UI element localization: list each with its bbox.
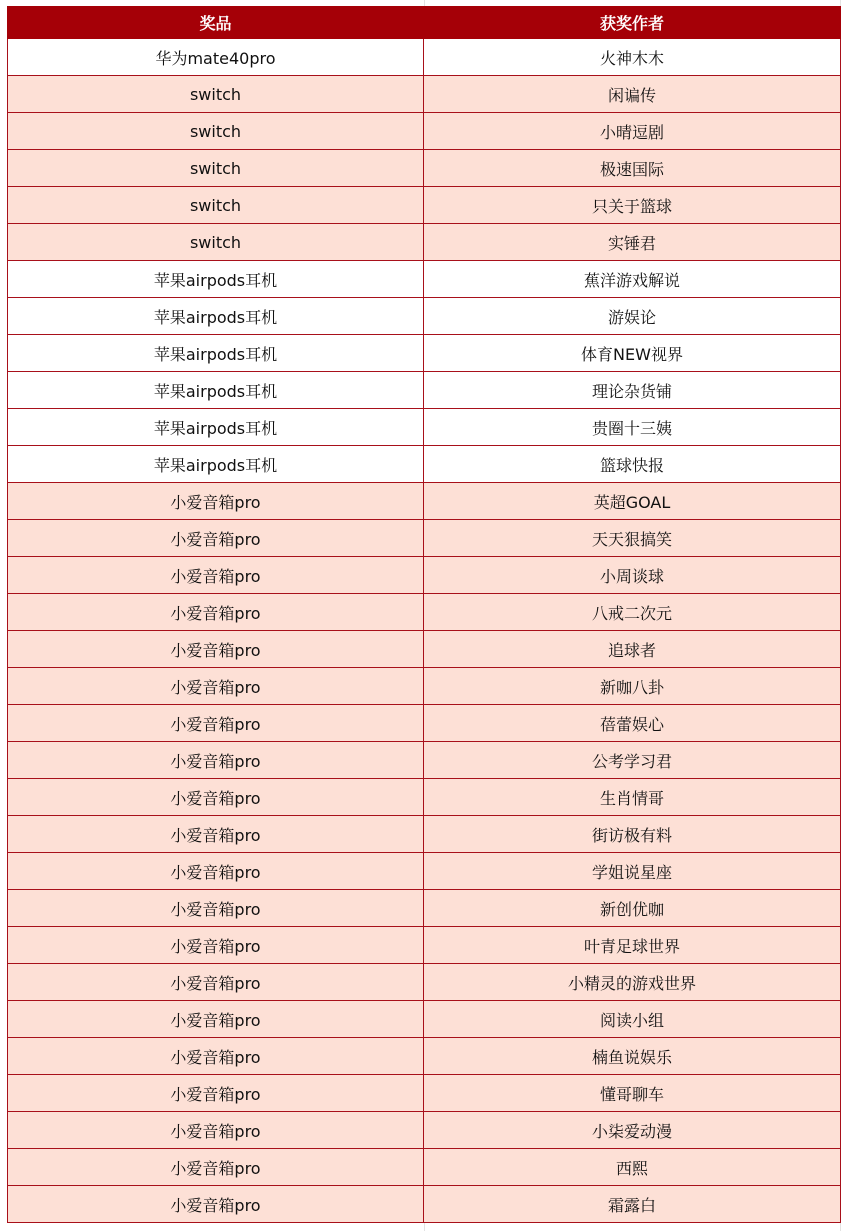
cell-prize[interactable]: 小爱音箱pro	[8, 1149, 424, 1186]
header-prize[interactable]: 奖品	[8, 7, 424, 39]
table-row	[8, 816, 841, 853]
cell-author[interactable]: 极速国际	[424, 150, 841, 187]
table-row	[8, 964, 841, 1001]
cell-prize[interactable]: 小爱音箱pro	[8, 853, 424, 890]
prize-winners-table	[7, 6, 841, 1223]
table-row	[8, 409, 841, 446]
table-row	[8, 446, 841, 483]
cell-prize[interactable]: 小爱音箱pro	[8, 779, 424, 816]
cell-author[interactable]: 只关于篮球	[424, 187, 841, 224]
table-row	[8, 150, 841, 187]
table-row	[8, 372, 841, 409]
table-row	[8, 705, 841, 742]
cell-author[interactable]: 新创优咖	[424, 890, 841, 927]
cell-prize[interactable]: 小爱音箱pro	[8, 816, 424, 853]
cell-prize[interactable]: 苹果airpods耳机	[8, 335, 424, 372]
cell-prize[interactable]: 小爱音箱pro	[8, 1001, 424, 1038]
cell-prize[interactable]: 苹果airpods耳机	[8, 446, 424, 483]
table-row	[8, 557, 841, 594]
cell-prize[interactable]: 小爱音箱pro	[8, 1075, 424, 1112]
cell-author[interactable]: 八戒二次元	[424, 594, 841, 631]
cell-prize[interactable]: 小爱音箱pro	[8, 964, 424, 1001]
cell-author[interactable]: 街访极有料	[424, 816, 841, 853]
cell-author[interactable]: 英超GOAL	[424, 483, 841, 520]
cell-author[interactable]: 蕉洋游戏解说	[424, 261, 841, 298]
table-row	[8, 224, 841, 261]
cell-author[interactable]: 公考学习君	[424, 742, 841, 779]
cell-author[interactable]: 西熙	[424, 1149, 841, 1186]
table-row	[8, 890, 841, 927]
table-row	[8, 39, 841, 76]
cell-prize[interactable]: 小爱音箱pro	[8, 483, 424, 520]
table-body	[8, 39, 841, 1223]
cell-author[interactable]: 霜露白	[424, 1186, 841, 1223]
cell-prize[interactable]: switch	[8, 224, 424, 261]
table-row	[8, 1186, 841, 1223]
cell-prize[interactable]: 小爱音箱pro	[8, 557, 424, 594]
cell-prize[interactable]: switch	[8, 113, 424, 150]
table-row	[8, 1112, 841, 1149]
cell-prize[interactable]: 小爱音箱pro	[8, 927, 424, 964]
cell-prize[interactable]: switch	[8, 76, 424, 113]
table-row	[8, 1001, 841, 1038]
cell-author[interactable]: 贵圈十三姨	[424, 409, 841, 446]
cell-author[interactable]: 小晴逗剧	[424, 113, 841, 150]
cell-author[interactable]: 楠鱼说娱乐	[424, 1038, 841, 1075]
table-row	[8, 520, 841, 557]
table-row	[8, 261, 841, 298]
cell-prize[interactable]: 小爱音箱pro	[8, 520, 424, 557]
table-row	[8, 927, 841, 964]
cell-author[interactable]: 闲谝传	[424, 76, 841, 113]
table-row	[8, 1149, 841, 1186]
cell-author[interactable]: 小周谈球	[424, 557, 841, 594]
cell-author[interactable]: 生肖情哥	[424, 779, 841, 816]
cell-prize[interactable]: 小爱音箱pro	[8, 668, 424, 705]
table-row	[8, 1075, 841, 1112]
cell-author[interactable]: 火神木木	[424, 39, 841, 76]
header-author[interactable]: 获奖作者	[424, 7, 841, 39]
cell-prize[interactable]: switch	[8, 187, 424, 224]
cell-prize[interactable]: 小爱音箱pro	[8, 705, 424, 742]
cell-prize[interactable]: 苹果airpods耳机	[8, 372, 424, 409]
table-row	[8, 76, 841, 113]
header-row	[8, 7, 841, 39]
cell-prize[interactable]: 小爱音箱pro	[8, 1186, 424, 1223]
cell-prize[interactable]: 小爱音箱pro	[8, 1112, 424, 1149]
cell-author[interactable]: 叶青足球世界	[424, 927, 841, 964]
cell-author[interactable]: 懂哥聊车	[424, 1075, 841, 1112]
cell-prize[interactable]: 小爱音箱pro	[8, 742, 424, 779]
cell-prize[interactable]: 华为mate40pro	[8, 39, 424, 76]
cell-author[interactable]: 新咖八卦	[424, 668, 841, 705]
cell-author[interactable]: 游娱论	[424, 298, 841, 335]
table-row	[8, 742, 841, 779]
cell-author[interactable]: 蓓蕾娱心	[424, 705, 841, 742]
cell-prize[interactable]: 小爱音箱pro	[8, 1038, 424, 1075]
cell-prize[interactable]: 小爱音箱pro	[8, 631, 424, 668]
table-row	[8, 113, 841, 150]
table-row	[8, 631, 841, 668]
table-row	[8, 853, 841, 890]
cell-prize[interactable]: 小爱音箱pro	[8, 594, 424, 631]
cell-author[interactable]: 篮球快报	[424, 446, 841, 483]
cell-author[interactable]: 阅读小组	[424, 1001, 841, 1038]
cell-prize[interactable]: 小爱音箱pro	[8, 890, 424, 927]
cell-prize[interactable]: 苹果airpods耳机	[8, 409, 424, 446]
table-row	[8, 668, 841, 705]
table-row	[8, 298, 841, 335]
table-row	[8, 483, 841, 520]
cell-author[interactable]: 体育NEW视界	[424, 335, 841, 372]
cell-author[interactable]: 小精灵的游戏世界	[424, 964, 841, 1001]
cell-author[interactable]: 天天狠搞笑	[424, 520, 841, 557]
cell-author[interactable]: 学姐说星座	[424, 853, 841, 890]
table-row	[8, 187, 841, 224]
cell-prize[interactable]: 苹果airpods耳机	[8, 298, 424, 335]
cell-author[interactable]: 理论杂货铺	[424, 372, 841, 409]
cell-author[interactable]: 小柒爱动漫	[424, 1112, 841, 1149]
cell-prize[interactable]: switch	[8, 150, 424, 187]
cell-author[interactable]: 实锤君	[424, 224, 841, 261]
table-row	[8, 594, 841, 631]
table-row	[8, 335, 841, 372]
table-row	[8, 1038, 841, 1075]
cell-prize[interactable]: 苹果airpods耳机	[8, 261, 424, 298]
cell-author[interactable]: 追球者	[424, 631, 841, 668]
table-row	[8, 779, 841, 816]
